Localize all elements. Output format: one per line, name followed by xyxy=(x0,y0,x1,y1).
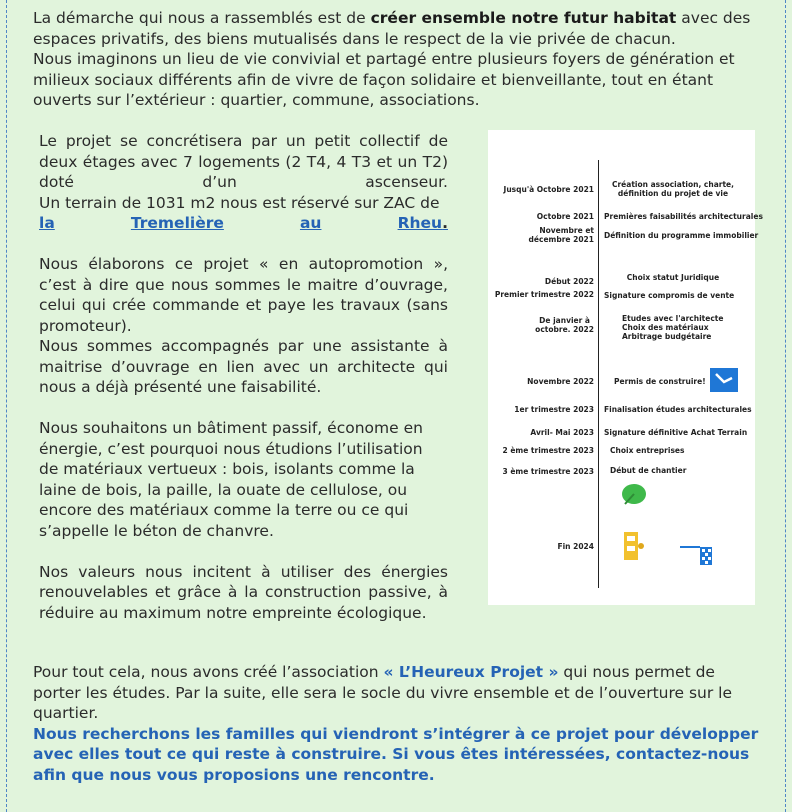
autopromotion-paragraph-1: Nous élaborons ce projet « en autopromotion », c’est à dire que nous sommes le maitre d’ouvrage, celui qui crée commande et paye les travaux (sans promoteur). xyxy=(39,255,448,335)
intro-section xyxy=(33,8,761,111)
valeurs-paragraph: Nos valeurs nous incitent à utiliser des énergies renouvelables et grâce à la construction passive, à réduire au maximum notre empreinte écologique. xyxy=(39,562,448,622)
timeline-event: Premières faisabilités architecturales xyxy=(604,212,763,221)
timeline-date: Premier trimestre 2022 xyxy=(494,290,594,299)
timeline-event: Finalisation études architecturales xyxy=(604,405,752,414)
intro-highlight: créer ensemble notre futur habitat xyxy=(370,9,677,27)
right-dashed-border xyxy=(785,0,786,812)
link-word: au xyxy=(299,214,322,232)
timeline-date: Jusqu'à Octobre 2021 xyxy=(503,185,594,194)
projet-paragraph xyxy=(39,131,448,234)
link-word: Tremelière xyxy=(130,214,224,232)
conclusion-text: Pour tout cela, nous avons créé l’association xyxy=(33,663,384,681)
autopromotion-paragraph-2: Nous sommes accompagnés par une assistante à maitrise d’ouvrage en lien avec un architecte qui nous a déjà présenté une faisabilité. xyxy=(39,337,448,396)
timeline-event: Création association, charte, définition du projet de vie xyxy=(611,180,734,198)
timeline-event: Signature définitive Achat Terrain xyxy=(604,428,748,437)
project-description xyxy=(39,131,448,644)
timeline-date: 3 ème trimestre 2023 xyxy=(502,467,594,476)
timeline-date: Fin 2024 xyxy=(557,542,594,551)
projet-line: deux étages avec 7 logements (2 T4, 4 T3 et un T2) xyxy=(39,152,448,171)
intro-text-end: avec des espaces privatifs, des biens mutualisés dans le respect de la vie privée de chacun. xyxy=(33,9,751,48)
call-to-action: Nous recherchons les familles qui viendront s’intégrer à ce projet pour développer avec elles tout ce qui reste à construire. Si vous êtes intéressées, contactez-nous afin que nous vous proposions une rencontre. xyxy=(33,724,759,784)
timeline-event: Etudes avec l'architecte Choix des matériaux Arbitrage budgétaire xyxy=(622,314,724,341)
green-leaf-icon xyxy=(619,482,649,508)
timeline-date: Octobre 2021 xyxy=(536,212,594,221)
finish-flag-icon xyxy=(680,545,712,567)
conclusion-section xyxy=(33,662,761,785)
timeline-date: Avril- Mai 2023 xyxy=(530,428,594,437)
association-name: « L’Heureux Projet » xyxy=(383,663,559,681)
word: d’un xyxy=(202,173,237,191)
door-key-icon xyxy=(624,532,644,560)
timeline-event: Signature compromis de vente xyxy=(604,291,735,300)
conclusion-paragraph xyxy=(33,662,761,724)
permit-stamp-icon xyxy=(710,368,738,392)
intro-paragraph-1 xyxy=(33,8,761,49)
intro-text: La démarche qui nous a rassemblés est de xyxy=(33,9,371,27)
timeline-panel xyxy=(488,130,763,605)
zac-location-link[interactable] xyxy=(39,213,448,234)
conclusion-text-end: qui nous permet de porter les études. Par la suite, elle sera le socle du vivre ensemble et de l’ouverture sur le quartier. xyxy=(33,663,733,722)
projet-line: Le projet se concrétisera par un petit collectif de xyxy=(39,132,448,150)
timeline-event: Définition du programme immobilier xyxy=(604,231,759,240)
intro-paragraph-2: Nous imaginons un lieu de vie convivial et partagé entre plusieurs foyers de génération et milieux sociaux différents afin de vivre de façon solidaire et bienveillante, tout en étant ouverts sur l’extérieur : quartier, commune, associations. xyxy=(33,50,735,109)
period: . xyxy=(442,214,448,232)
timeline-event: Choix statut Juridique xyxy=(626,273,720,282)
timeline-date: Début 2022 xyxy=(544,277,594,286)
passif-paragraph: Nous souhaitons un bâtiment passif, économe en énergie, c’est pourquoi nous étudions l’utilisation de matériaux vertueux : bois, isolants comme la laine de bois, la paille, la ouate de cellulose, ou encore des matériaux comme la terre ou ce qui s’appelle le béton de chanvre. xyxy=(39,419,423,540)
timeline-axis xyxy=(598,160,599,588)
left-dashed-border xyxy=(6,0,7,812)
timeline-date: 1er trimestre 2023 xyxy=(514,405,594,414)
timeline-event: Choix entreprises xyxy=(610,446,685,455)
timeline-date: De janvier à octobre. 2022 xyxy=(535,316,594,334)
link-word: Rheu xyxy=(397,214,443,232)
timeline-date: Novembre et décembre 2021 xyxy=(528,226,594,244)
timeline-date: 2 ème trimestre 2023 xyxy=(502,446,594,455)
timeline-date: Novembre 2022 xyxy=(527,377,594,386)
timeline-event: Permis de construire! xyxy=(614,377,706,386)
projet-line xyxy=(39,172,448,193)
link-word: la xyxy=(39,214,55,232)
word: ascenseur. xyxy=(365,173,448,191)
projet-line: Un terrain de 1031 m2 nous est réservé sur ZAC de xyxy=(39,193,440,212)
word: doté xyxy=(39,173,74,191)
timeline-event: Début de chantier xyxy=(610,466,687,475)
